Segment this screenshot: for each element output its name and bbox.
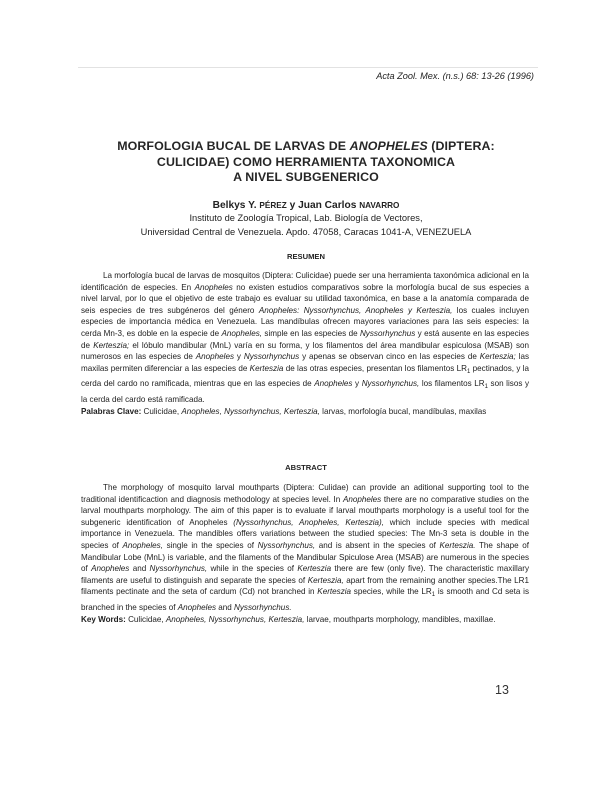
affiliation-line-2: Universidad Central de Venezuela. Apdo. 47058, Caracas 1041-A, VENEZUELA xyxy=(140,227,472,237)
affiliation-line-1: Instituto de Zoología Tropical, Lab. Biología de Vectores, xyxy=(189,213,423,223)
authors: Belkys Y. PÉREZ y Juan Carlos NAVARRO xyxy=(212,200,400,211)
resumen-heading: RESUMEN xyxy=(287,252,325,261)
header-rule xyxy=(78,67,538,68)
key-words: Key Words: Culicidae, Anopheles, Nyssorhynchus, Kerteszia, larvae, mouthparts morphology, mandibles, maxillae. xyxy=(81,614,496,624)
abstract-paragraph: The morphology of mosquito larval mouthparts (Diptera: Culidae) can provide an aditional supporting tool to the traditional identificaction and diagnosis methodology at species level. In Anopheles there are no comparative studies on the larval mouthparts morphology. The aim of this paper is to evaluate if larval mouthparts morphology is a useful tool for the subgeneric identification of Anopheles (Nyssorhynchus, Anopheles, Kerteszia), which include species with medical importance in Venezuela. The mandibles offers variations between the studied species: The Mn-3 seta is double in the species of Anopheles, single in the species of Nyssorhynchus, and is absent in the species of Kerteszia. The shape of Mandibular Lobe (MnL) is variable, and the filaments of the Mandibular Spiculose Area (MSAB) are numerous in the species of Anopheles and Nyssorhynchus, while in the species of Kerteszia there are few (only five). The characteristic maxillary filaments are useful to distinguish and separate the species of Kerteszia, apart from the remaining another species.The LR1 filaments pectinate and the seta of cardum (Cd) not branched in Kerteszia species, while the $LR_1$ is smooth and Cd seta is branched in the species of Anopheles and Nyssorhynchus. xyxy=(81,483,530,612)
title-line-3: A NIVEL SUBGENERICO xyxy=(233,170,379,184)
resumen-body xyxy=(81,270,529,417)
title-line-2: CULICIDAE) COMO HERRAMIENTA TAXONOMICA xyxy=(156,154,456,169)
resumen-paragraph: La morfología bucal de larvas de mosquitos (Diptera: Culicidae) puede ser una herramienta taxonómica adicional en la identificación de especies. En Anopheles no existen estudios comparativos sobre la morfología bucal de sus especies a nivel larval, por lo que el objetivo de este trabajo es evaluar su utilidad taxonómica, en base a la anatomía comparada de seis especies de tres subgéneros del género Anopheles: Nyssorhynchus, Anopheles y Kerteszia, los cuales incluyen especies de importancia médica en Venezuela. Las mandíbulas ofrecen mayores variaciones para las seis especies: la cerda Mn-3, es doble en la especie de Anopheles, simple en las especies de Nyssorhynchus y está ausente en las especies de Kerteszia; el lóbulo mandibular (MnL) varía en su forma, y los filamentos del área mandibular espiculosa (MSAB) son numerosos en las especies de Anopheles y Nyssorhynchus y apenas se observan cinco en las especies de Kerteszia; las maxilas permiten diferenciar a las especies de Kerteszia de las otras especies, presentan los filamentos $LR_1$ pectinados, y la cerda del cardo no ramificada, mientras que en las especies de Anopheles y Nyssorhynchus, los filamentos $LR_1$ son lisos y la cerda del cardo está ramificada. xyxy=(81,271,530,404)
article-title xyxy=(60,139,552,186)
palabras-clave: Palabras Clave: Culicidae, Anopheles, Nyssorhynchus, Kerteszia, larvas, morfología bucal, mandíbulas, maxilas xyxy=(81,406,487,416)
journal-citation: Acta Zool. Mex. (n.s.) 68: 13-26 (1996) xyxy=(376,71,534,81)
title-line-1: MORFOLOGIA BUCAL DE LARVAS DE ANOPHELES (DIPTERA: xyxy=(117,139,495,153)
abstract-heading: ABSTRACT xyxy=(285,463,327,472)
page-number: 13 xyxy=(495,683,509,697)
abstract-body xyxy=(81,482,529,625)
